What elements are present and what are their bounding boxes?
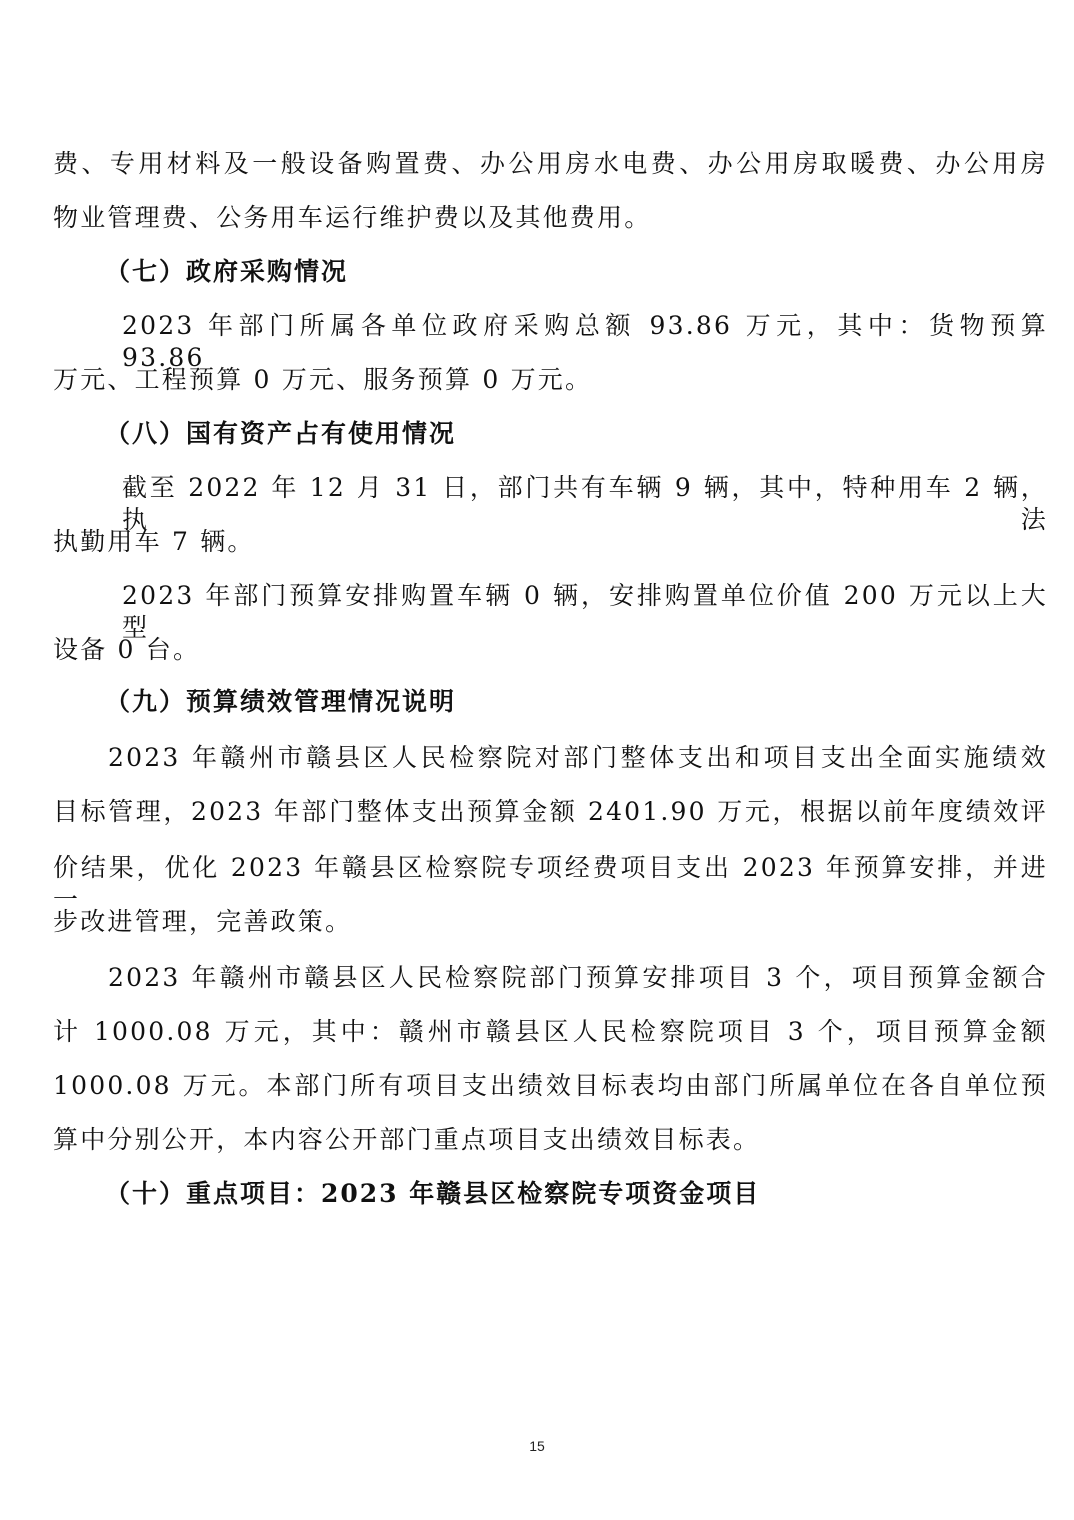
body-line: 1000.08 万元。本部门所有项目支出绩效目标表均由部门所属单位在各自单位预 — [53, 1071, 1048, 1100]
section-heading-10: （十）重点项目：2023 年赣县区检察院专项资金项目 — [105, 1179, 761, 1208]
body-line: 执勤用车 7 辆。 — [53, 527, 255, 556]
body-line: 设备 0 台。 — [53, 635, 201, 664]
section-heading-7: （七）政府采购情况 — [105, 257, 349, 286]
body-line: 计 1000.08 万元，其中：赣州市赣县区人民检察院项目 3 个，项目预算金额 — [53, 1017, 1048, 1046]
body-line: 2023 年赣州市赣县区人民检察院对部门整体支出和项目支出全面实施绩效 — [108, 743, 1048, 772]
body-line: 目标管理，2023 年部门整体支出预算金额 2401.90 万元，根据以前年度绩效评 — [53, 797, 1048, 826]
body-line: 费、专用材料及一般设备购置费、办公用房水电费、办公用房取暖费、办公用房 — [53, 149, 1048, 178]
body-line: 万元、工程预算 0 万元、服务预算 0 万元。 — [53, 365, 593, 394]
body-line: 2023 年赣州市赣县区人民检察院部门预算安排项目 3 个，项目预算金额合 — [108, 963, 1048, 992]
section-heading-8: （八）国有资产占有使用情况 — [105, 419, 457, 448]
page-number: 15 — [529, 1438, 545, 1454]
body-line: 价结果，优化 2023 年赣县区检察院专项经费项目支出 2023 年预算安排，并进一 — [53, 853, 1048, 914]
body-line: 算中分别公开，本内容公开部门重点项目支出绩效目标表。 — [53, 1125, 761, 1154]
body-line: 2023 年部门所属各单位政府采购总额 93.86 万元，其中：货物预算 93.86 — [122, 311, 1048, 372]
body-line: 步改进管理，完善政策。 — [53, 907, 353, 936]
body-line: 2023 年部门预算安排购置车辆 0 辆，安排购置单位价值 200 万元以上大型 — [122, 581, 1048, 642]
body-line: 物业管理费、公务用车运行维护费以及其他费用。 — [53, 203, 652, 232]
body-line: 截至 2022 年 12 月 31 日，部门共有车辆 9 辆，其中，特种用车 2 辆，执法 — [122, 473, 1048, 534]
section-heading-9: （九）预算绩效管理情况说明 — [105, 687, 457, 716]
